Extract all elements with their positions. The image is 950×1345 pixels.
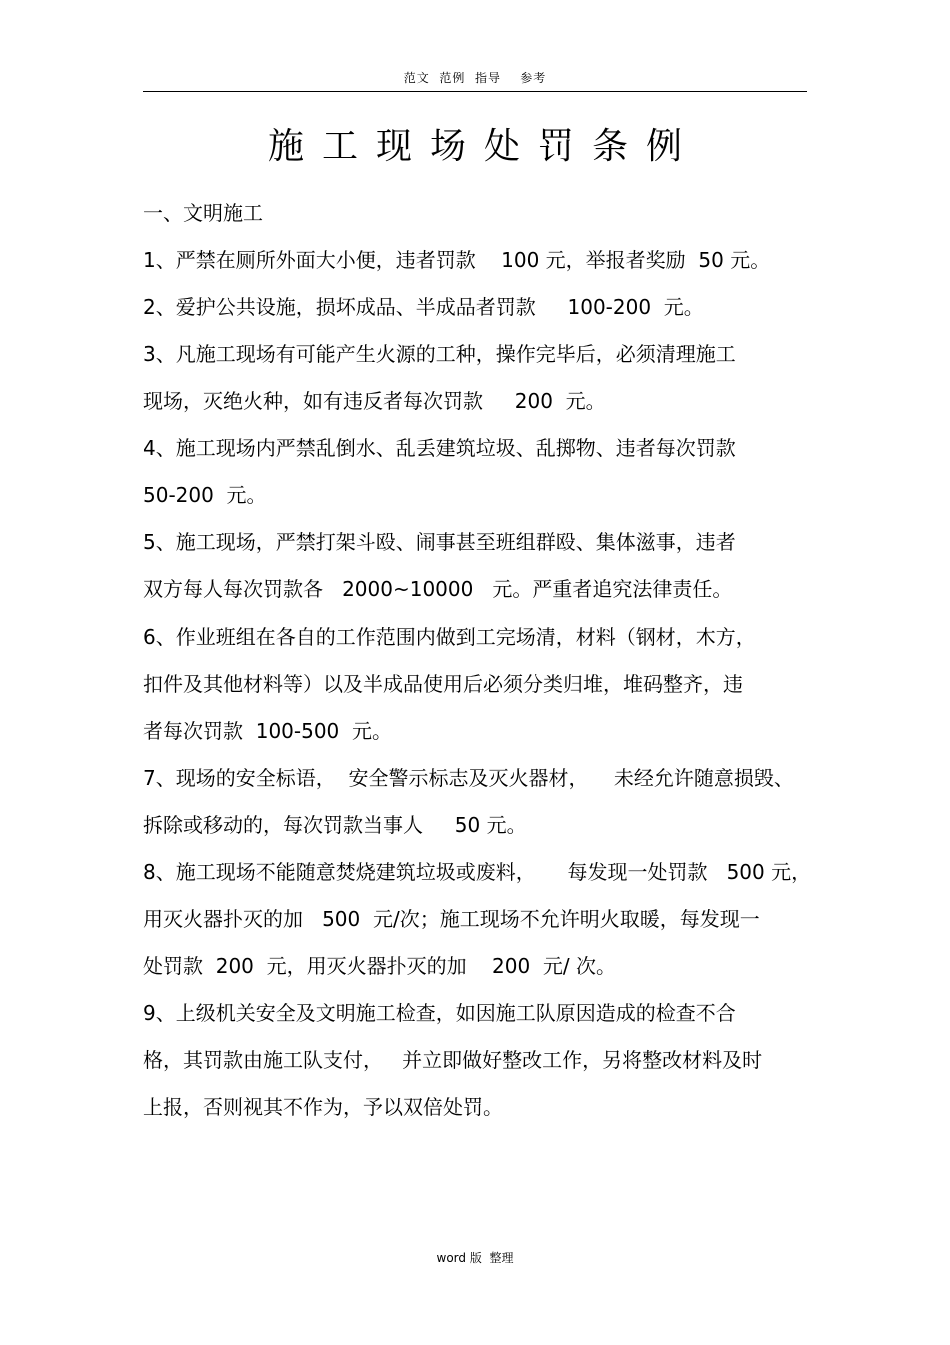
page-header: 范文 范例 指导 参考 — [403, 71, 547, 85]
body-line: 拆除或移动的，每次罚款当事人 50 元。 — [143, 813, 527, 837]
body-line: 1、严禁在厕所外面大小便，违者罚款 100 元，举报者奖励 50 元。 — [143, 248, 771, 272]
body-line: 9、上级机关安全及文明施工检查，如因施工队原因造成的检查不合 — [143, 1001, 736, 1025]
body-line: 用灭火器扑灭的加 500 元/次；施工现场不允许明火取暖，每发现一 — [143, 907, 760, 931]
body-line: 上报，否则视其不作为，予以双倍处罚。 — [143, 1095, 503, 1119]
body-line: 8、施工现场不能随意焚烧建筑垃圾或废料， 每发现一处罚款 500 元， — [143, 860, 812, 884]
body-line: 现场，灭绝火种，如有违反者每次罚款 200 元。 — [143, 389, 606, 413]
header-divider — [143, 91, 807, 92]
section-heading: 一、文明施工 — [143, 201, 263, 225]
body-line: 2、爱护公共设施，损坏成品、半成品者罚款 100-200 元。 — [143, 295, 704, 319]
body-line: 扣件及其他材料等）以及半成品使用后必须分类归堆，堆码整齐，违 — [143, 672, 743, 696]
body-line: 者每次罚款 100-500 元。 — [143, 719, 392, 743]
body-line: 格，其罚款由施工队支付， 并立即做好整改工作，另将整改材料及时 — [143, 1048, 763, 1072]
body-line: 双方每人每次罚款各 2000~10000 元。严重者追究法律责任。 — [143, 577, 733, 601]
page-footer: word 版 整理 — [436, 1251, 514, 1265]
body-line: 7、现场的安全标语， 安全警示标志及灭火器材， 未经允许随意损毁、 — [143, 766, 794, 790]
body-line: 处罚款 200 元，用灭火器扑灭的加 200 元/ 次。 — [143, 954, 617, 978]
body-line: 3、凡施工现场有可能产生火源的工种，操作完毕后，必须清理施工 — [143, 342, 736, 366]
document-title: 施工现场处罚条例 — [267, 126, 700, 167]
body-line: 6、作业班组在各自的工作范围内做到工完场清，材料（钢材，木方， — [143, 625, 756, 649]
body-line: 4、施工现场内严禁乱倒水、乱丢建筑垃圾、乱掷物、违者每次罚款 — [143, 436, 736, 460]
body-line: 5、施工现场，严禁打架斗殴、闹事甚至班组群殴、集体滋事，违者 — [143, 530, 736, 554]
body-line: 50-200 元。 — [143, 483, 267, 507]
